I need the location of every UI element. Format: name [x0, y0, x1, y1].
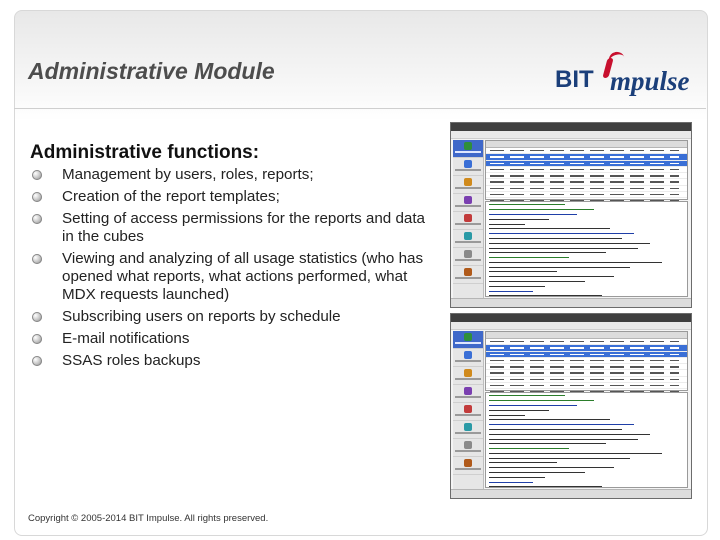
window-menubar	[451, 322, 691, 330]
sidebar-item	[453, 385, 483, 403]
sidebar-item-icon	[464, 387, 472, 395]
bit-impulse-logo	[555, 52, 705, 102]
sidebar-item	[453, 403, 483, 421]
sidebar-item	[453, 248, 483, 266]
list-item-text: E-mail notifications	[62, 330, 190, 347]
sidebar-item	[453, 194, 483, 212]
list-item	[30, 352, 430, 370]
window-sidebar	[453, 331, 484, 489]
list-item	[30, 166, 430, 184]
sidebar-item	[453, 349, 483, 367]
sidebar-item	[453, 140, 483, 158]
sidebar-item-icon	[464, 459, 472, 467]
list-item-text: SSAS roles backups	[62, 352, 201, 369]
sidebar-item-icon	[464, 232, 472, 240]
sidebar-item-icon	[464, 423, 472, 431]
list-item	[30, 250, 430, 304]
code-line	[489, 227, 610, 230]
sidebar-item-label-placeholder	[455, 241, 481, 243]
sidebar-item-icon	[464, 333, 472, 341]
list-item	[30, 308, 430, 326]
code-line	[489, 414, 525, 417]
title-divider	[14, 108, 706, 109]
code-line	[489, 404, 577, 407]
code-line	[489, 452, 662, 455]
list-item-text: Viewing and analyzing of all usage statistics (who has opened what reports, what actions performed, what MDX requests launched)	[62, 250, 424, 303]
list-item-text: Setting of access permissions for the reports and data in the cubes	[62, 210, 426, 245]
sidebar-item-icon	[464, 178, 472, 186]
code-line	[489, 223, 525, 226]
admin-console-screenshot	[450, 313, 692, 499]
window-titlebar	[451, 314, 691, 322]
grid-header	[486, 141, 687, 148]
bullet-icon	[32, 192, 42, 202]
bullet-icon	[32, 356, 42, 366]
code-line	[489, 275, 614, 278]
sidebar-item-icon	[464, 142, 472, 150]
sidebar-item-label-placeholder	[455, 151, 481, 153]
list-item-text: Subscribing users on reports by schedule	[62, 308, 341, 325]
code-line	[489, 289, 533, 292]
code-line	[489, 418, 610, 421]
bullet-icon	[32, 254, 42, 264]
sidebar-item-label-placeholder	[455, 414, 481, 416]
list-item	[30, 330, 430, 348]
code-line	[489, 208, 594, 211]
sidebar-item-icon	[464, 441, 472, 449]
code-line	[489, 457, 630, 460]
bullet-icon	[32, 170, 42, 180]
sidebar-item	[453, 331, 483, 349]
code-line	[489, 270, 557, 273]
function-list	[30, 166, 430, 374]
sidebar-item-icon	[464, 160, 472, 168]
window-data-grid	[485, 331, 688, 391]
code-line	[489, 266, 630, 269]
sidebar-item-label-placeholder	[455, 342, 481, 344]
sidebar-item-label-placeholder	[455, 169, 481, 171]
copyright-footer: Copyright © 2005-2014 BIT Impulse. All rights preserved.	[28, 513, 269, 524]
code-line	[489, 433, 650, 436]
sidebar-item-icon	[464, 268, 472, 276]
sidebar-item	[453, 158, 483, 176]
sidebar-item	[453, 367, 483, 385]
sidebar-item-label-placeholder	[455, 432, 481, 434]
window-menubar	[451, 131, 691, 139]
sidebar-item-icon	[464, 351, 472, 359]
sidebar-item-label-placeholder	[455, 259, 481, 261]
list-item-text: Management by users, roles, reports;	[62, 166, 314, 183]
section-subtitle: Administrative functions:	[30, 142, 260, 163]
window-mdx-query-panel	[485, 392, 688, 488]
code-line	[489, 251, 606, 254]
grid-header	[486, 332, 687, 339]
sidebar-item-label-placeholder	[455, 396, 481, 398]
sidebar-item-label-placeholder	[455, 205, 481, 207]
sidebar-item-icon	[464, 214, 472, 222]
sidebar-item	[453, 176, 483, 194]
sidebar-item-icon	[464, 250, 472, 258]
admin-console-screenshot	[450, 122, 692, 308]
sidebar-item-icon	[464, 369, 472, 377]
sidebar-item	[453, 421, 483, 439]
code-line	[489, 246, 638, 249]
sidebar-item-label-placeholder	[455, 187, 481, 189]
logo-impulse-text: mpulse	[610, 66, 690, 96]
logo-bit-text: BIT	[555, 66, 594, 93]
sidebar-item-label-placeholder	[455, 450, 481, 452]
code-line	[489, 437, 638, 440]
code-line	[489, 471, 585, 474]
sidebar-item	[453, 439, 483, 457]
code-line	[489, 428, 622, 431]
bullet-icon	[32, 312, 42, 322]
window-statusbar	[451, 298, 691, 307]
code-line	[489, 237, 622, 240]
bullet-icon	[32, 334, 42, 344]
sidebar-item-label-placeholder	[455, 378, 481, 380]
code-line	[489, 423, 634, 426]
list-item-text: Creation of the report templates;	[62, 188, 280, 205]
code-line	[489, 232, 634, 235]
code-line	[489, 213, 577, 216]
code-line	[489, 203, 565, 206]
sidebar-item	[453, 212, 483, 230]
code-line	[489, 242, 650, 245]
window-titlebar	[451, 123, 691, 131]
code-line	[489, 442, 606, 445]
window-sidebar	[453, 140, 484, 298]
sidebar-item-label-placeholder	[455, 360, 481, 362]
code-line	[489, 461, 557, 464]
code-line	[489, 399, 594, 402]
code-line	[489, 285, 545, 288]
code-line	[489, 476, 545, 479]
code-line	[489, 280, 585, 283]
code-line	[489, 480, 533, 483]
code-line	[489, 218, 549, 221]
logo-swoosh	[607, 50, 626, 66]
code-line	[489, 261, 662, 264]
sidebar-item-icon	[464, 405, 472, 413]
bullet-icon	[32, 214, 42, 224]
sidebar-item	[453, 266, 483, 284]
slide-title: Administrative Module	[28, 58, 275, 84]
sidebar-item	[453, 457, 483, 475]
window-mdx-query-panel	[485, 201, 688, 297]
code-line	[489, 466, 614, 469]
code-line	[489, 447, 569, 450]
window-data-grid	[485, 140, 688, 200]
sidebar-item-label-placeholder	[455, 277, 481, 279]
sidebar-item-label-placeholder	[455, 468, 481, 470]
sidebar-item	[453, 230, 483, 248]
list-item	[30, 210, 430, 246]
code-line	[489, 409, 549, 412]
window-statusbar	[451, 489, 691, 498]
sidebar-item-label-placeholder	[455, 223, 481, 225]
sidebar-item-icon	[464, 196, 472, 204]
code-line	[489, 394, 565, 397]
code-line	[489, 256, 569, 259]
list-item	[30, 188, 430, 206]
